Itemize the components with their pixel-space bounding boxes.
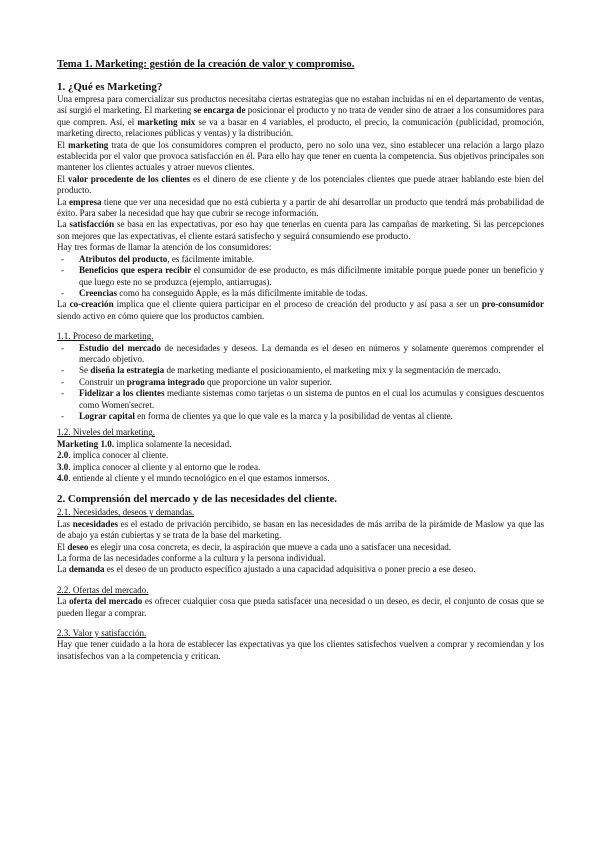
list-item: - Fidelizar a los clientes mediante sistemas como tarjetas o un sistema de puntos en el cual los acumulas y consigues descuentos como Women'secret. <box>79 388 544 411</box>
paragraph-company: La empresa tiene que ver una necesidad que no está cubierta y a partir de ahí desarrollar un producto que tendrá más probabilidad de éxito. Para saber la necesidad que hay que cubrir se recoge información. <box>57 196 544 219</box>
level-line: 4.0. entiende al cliente y el mundo tecnológico en el que estamos inmersos. <box>57 473 330 483</box>
list-item: - Creencias como ha conseguido Apple, es la más difícilmente imitable de todas. <box>79 288 544 299</box>
subsection-1-2-heading: 1.2. Niveles del marketing. <box>57 427 155 438</box>
list-item: - Construir un programa integrado que proporcione un valor superior. <box>79 377 544 388</box>
paragraph-needs-form: La forma de las necesidades conforme a la cultura y la persona individual. <box>57 553 326 564</box>
paragraph-attention-intro: Hay tres formas de llamar la atención de los consumidores: <box>57 242 272 253</box>
list-item: - Se diseña la estrategia de marketing mediante el posicionamiento, el marketing mix y la segmentación de mercado. <box>79 365 544 376</box>
subsection-2-2-heading: 2.2. Ofertas del mercado. <box>57 584 149 595</box>
level-line: 2.0. implica conocer al cliente. <box>57 450 169 461</box>
paragraph-value-satisfaction: Hay que tener cuidado a la hora de establecer las expectativas ya que los clientes satisfechos vuelven a comprar y recomiendan y los insatisfechos van a la competencia y critican. <box>57 639 544 661</box>
paragraph-market-offer: La oferta del mercado es ofrecer cualquier cosa que pueda satisfacer una necesidad o un deseo, es decir, el conjunto de cosas que se pueden llegar a comprar. <box>57 596 545 618</box>
list-item: - Beneficios que espera recibir el consumidor de ese producto, es más difícilmente imitable porque puede poner un beneficio y que luego este no se produzca (ejemplo, antiarrugas). <box>79 265 544 288</box>
subsection-2-3-heading: 2.3. Valor y satisfacción. <box>57 628 147 639</box>
paragraph-customer-value: El valor procedente de los clientes es el dinero de ese cliente y de los potenciales clientes que puede atraer hablando este bien del producto. <box>57 173 544 196</box>
paragraph-marketing-definition: El marketing trata de que los consumidores compren el producto, pero no solo una vez, sino establecer una relación a largo plazo establecida por el valor que provoca satisfacción en él. Para ello hay que tener en cuenta la competencia. Sus objetivos principales son mantener los clientes actuales y atraer nuevos clientes. <box>57 139 544 173</box>
list-item: - Atributos del producto, es fácilmente imitable. <box>79 254 544 265</box>
level-line: Marketing 1.0. implica solamente la necesidad. <box>57 438 232 449</box>
document-title: Tema 1. Marketing: gestión de la creación de valor y compromiso. <box>57 59 355 70</box>
document-page <box>57 58 544 662</box>
list-item: - Estudio del mercado de necesidades y deseos. La demanda es el deseo en números y solamente queremos comprender el mercado objetivo. <box>79 343 544 366</box>
subsection-1-1-heading: 1.1. Proceso de marketing. <box>57 331 154 342</box>
paragraph-satisfaction: La satisfacción se basa en las expectativas, por eso hay que tenerlas en cuenta para las campañas de marketing. Si las percepciones son mejores que las expectativas, el cliente estará satisfecho y seguirá consumiendo ese producto. <box>57 219 544 241</box>
paragraph-marketing-intro: Una empresa para comercializar sus productos necesitaba ciertas estrategias que no estaban incluidas ni en el departamento de ventas, así surgió el marketing. El marketing se encarga de posicionar el producto y no trata de vender sino de atraer a los consumidores para que compren. Así, el marketing mix se va a basar en 4 variables, el producto, el precio, la comunicación (publicidad, promoción, marketing directo, relaciones públicas y ventas) y la distribución. <box>57 94 544 139</box>
paragraph-co-creation: La co-creación implica que el cliente quiera participar en el proceso de creación del producto y así pasa a ser un pro-consumidor siendo activo en cómo quiere que los productos cambien. <box>57 299 544 321</box>
section-1-heading: 1. ¿Qué es Marketing? <box>57 81 163 93</box>
level-line: 3.0. implica conocer al cliente y al entorno que le rodea. <box>57 461 261 472</box>
process-list <box>57 343 544 423</box>
attention-list <box>57 254 544 300</box>
paragraph-needs: Las necesidades es el estado de privación percibido, se basan en las necesidades de más arriba de la pirámide de Maslow ya que las de abajo ya están cubiertas y se trata de la base del marketing. <box>57 518 544 541</box>
paragraph-demand: La demanda es el deseo de un producto específico ajustado a una capacidad adquisitiva o poner precio a ese deseo. <box>57 564 476 575</box>
paragraph-desire: El deseo es elegir una cosa concreta, es decir, la aspiración que mueve a cada uno a satisfacer una necesidad. <box>57 541 452 552</box>
list-item: - Lograr capital en forma de clientes ya que lo que vale es la marca y la posibilidad de ventas al cliente. <box>79 411 544 422</box>
section-2-heading: 2. Comprensión del mercado y de las necesidades del cliente. <box>57 493 338 506</box>
subsection-2-1-heading: 2.1. Necesidades, deseos y demandas. <box>57 507 195 518</box>
